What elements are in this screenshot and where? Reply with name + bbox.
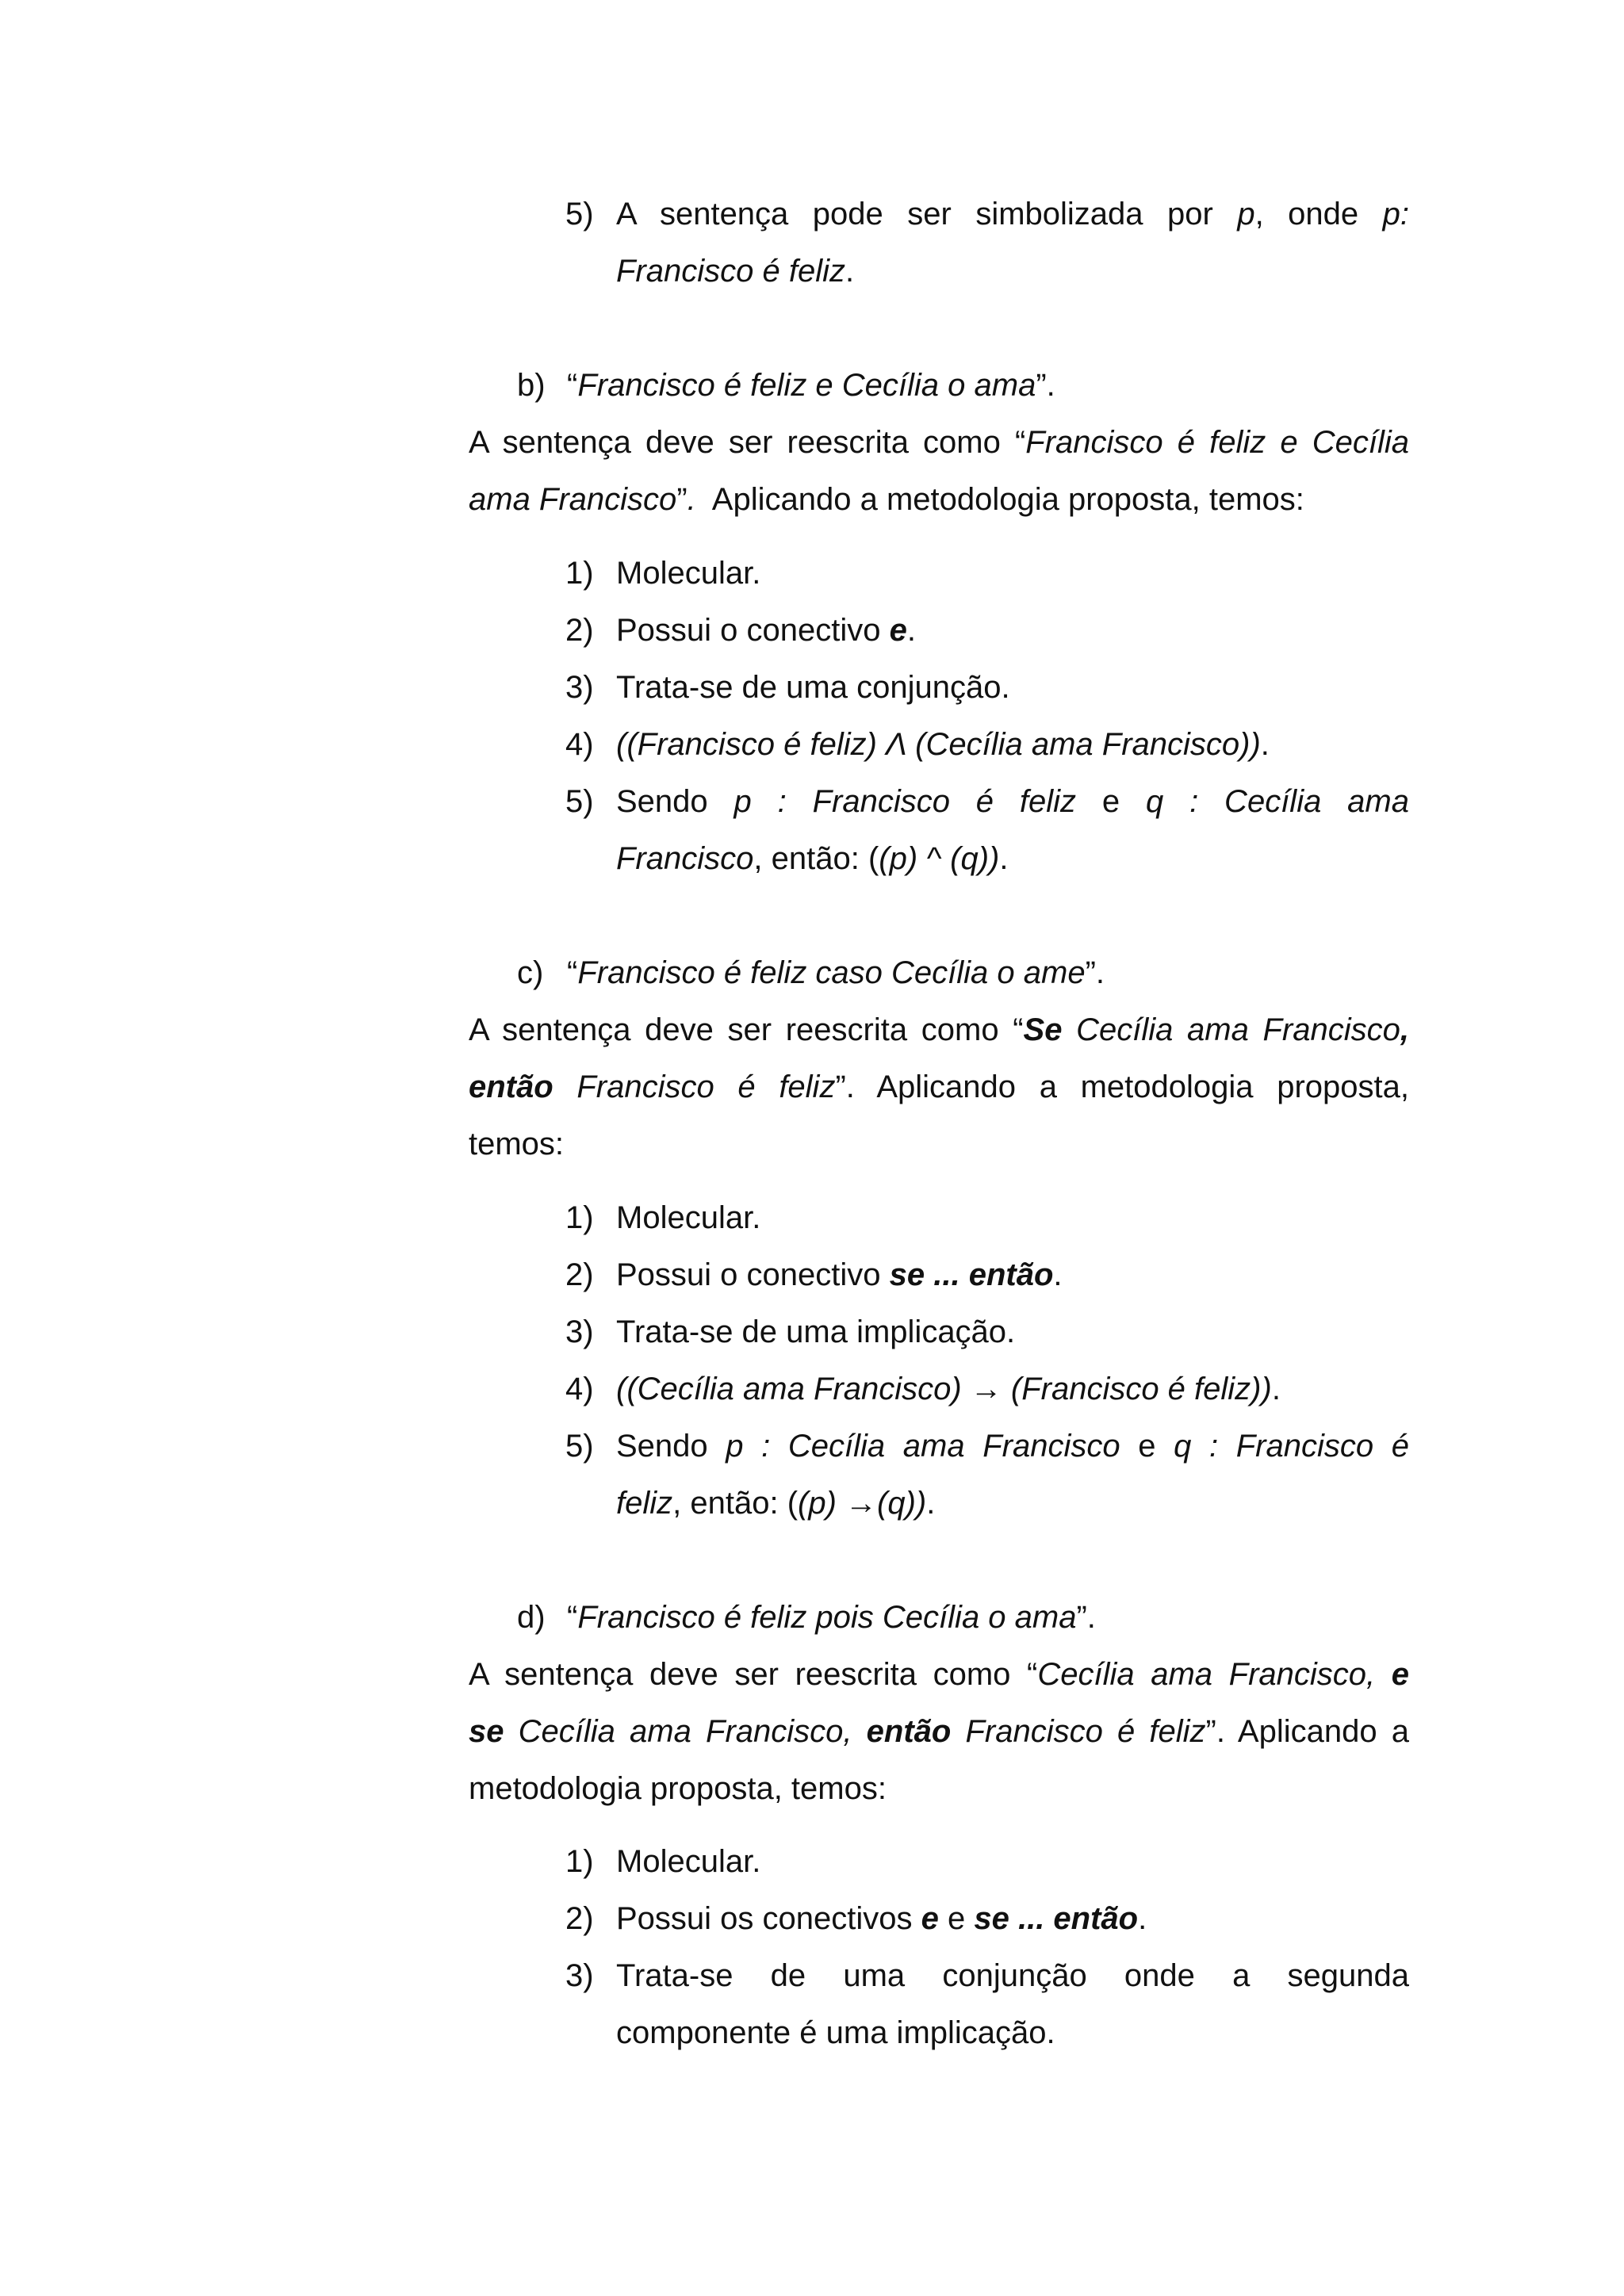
line: Possui os conectivos e e se ... então. xyxy=(616,1901,1147,1936)
line: “Francisco é feliz e Cecília o ama”. xyxy=(567,368,1055,403)
line: Trata-se de uma conjunção onde a segunda xyxy=(616,1958,1409,1993)
list-marker: c) xyxy=(517,955,544,990)
list-marker: 4) xyxy=(565,727,594,762)
line: Trata-se de uma conjunção. xyxy=(616,670,1010,705)
line: A sentença deve ser reescrita como “Cecília ama Francisco, e xyxy=(469,1657,1409,1692)
line: feliz, então: ((p) →(q)). xyxy=(616,1486,936,1521)
list-marker: 5) xyxy=(565,197,594,232)
line: ((Cecília ama Francisco) → (Francisco é feliz)). xyxy=(616,1372,1281,1406)
line: Molecular. xyxy=(616,1844,761,1879)
line: A sentença deve ser reescrita como “Francisco é feliz e Cecília xyxy=(469,425,1410,460)
list-marker: 3) xyxy=(565,1958,594,1993)
line: ama Francisco”. Aplicando a metodologia proposta, temos: xyxy=(469,482,1304,517)
line: Sendo p : Francisco é feliz e q : Cecília ama xyxy=(616,784,1409,819)
line: Francisco, então: ((p) ^ (q)). xyxy=(616,841,1009,876)
line: Trata-se de uma implicação. xyxy=(616,1314,1016,1349)
line: Francisco é feliz. xyxy=(616,254,855,289)
list-marker: 5) xyxy=(565,784,594,819)
list-marker: 2) xyxy=(565,1257,594,1292)
line: Possui o conectivo e. xyxy=(616,613,917,648)
line: A sentença deve ser reescrita como “Se Cecília ama Francisco, xyxy=(469,1012,1410,1047)
list-marker: 2) xyxy=(565,1901,594,1936)
line: se Cecília ama Francisco, então Francisco é feliz”. Aplicando a xyxy=(469,1714,1409,1749)
line: “Francisco é feliz pois Cecília o ama”. xyxy=(567,1600,1096,1635)
line: ((Francisco é feliz) Λ (Cecília ama Francisco)). xyxy=(616,727,1270,762)
line: metodologia proposta, temos: xyxy=(469,1771,887,1806)
list-marker: 4) xyxy=(565,1372,594,1406)
line: então Francisco é feliz”. Aplicando a metodologia proposta, xyxy=(469,1070,1409,1104)
line: componente é uma implicação. xyxy=(616,2015,1055,2050)
list-marker: 3) xyxy=(565,670,594,705)
list-marker: 2) xyxy=(565,613,594,648)
list-marker: 5) xyxy=(565,1429,594,1464)
list-marker: d) xyxy=(517,1600,546,1635)
list-marker: 1) xyxy=(565,1200,594,1235)
list-marker: 1) xyxy=(565,556,594,591)
list-marker: b) xyxy=(517,368,546,403)
line: A sentença pode ser simbolizada por p, onde p: xyxy=(616,197,1409,232)
line: temos: xyxy=(469,1127,565,1161)
list-marker: 3) xyxy=(565,1314,594,1349)
line: “Francisco é feliz caso Cecília o ame”. xyxy=(567,955,1105,990)
line: Molecular. xyxy=(616,556,761,591)
line: Possui o conectivo se ... então. xyxy=(616,1257,1063,1292)
list-marker: 1) xyxy=(565,1844,594,1879)
line: Sendo p : Cecília ama Francisco e q : Francisco é xyxy=(616,1429,1409,1464)
line: Molecular. xyxy=(616,1200,761,1235)
